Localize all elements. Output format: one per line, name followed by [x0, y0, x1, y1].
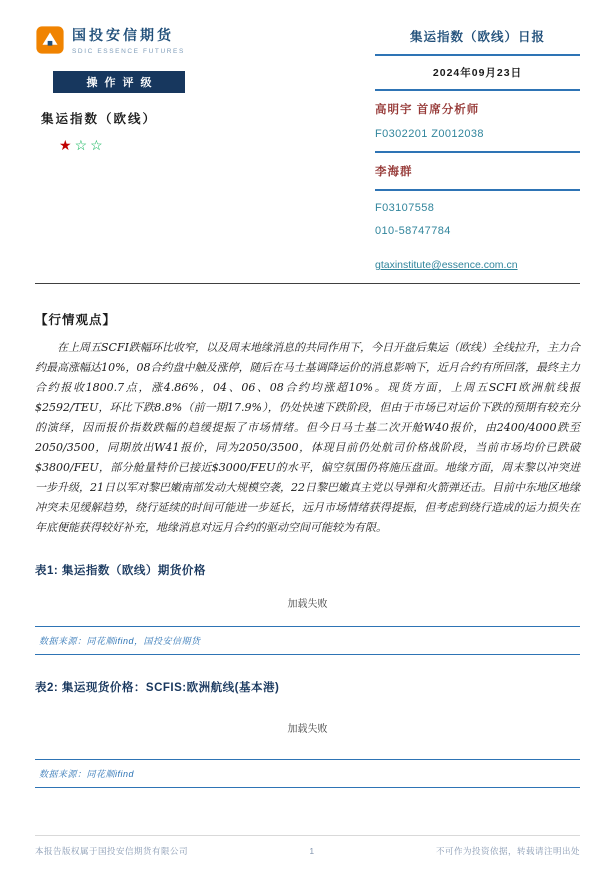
table-1-data-source: 数据来源：同花顺ifind，国投安信期货 — [39, 636, 201, 647]
footer-disclaimer: 不可作为投资依据，转载请注明出处 — [435, 846, 580, 856]
table-1-failed-image-placeholder — [35, 578, 580, 626]
stars-empty-icon: ☆☆ — [74, 137, 106, 153]
market-view-paragraph: 在上周五SCFI跌幅环比收窄，以及周末地缘消息的共同作用下，今日开盘后集运（欧线）全线拉升，主力合约最高涨幅达10%，08合约盘中触及涨停，随后在马士基调降运价的消息影响下，近月合约有所回落，最终主力合约报收1800.7点，涨4.86%，04、06、08合约均涨超10%。现货方面，上周五SCFI欧洲航线报$2592/TEU，环比下跌8.8%（前一期17.9%），仍处快速下跌阶段，但由于市场已对运价下跌的预期有较充分的演绎，因而报价指数跌幅的趋缓提振了市场情绪。但今日马士基二次开舱W40报价，由2400/4000跌至2050/3500，同期放出W41报价，同为2050/3500，体现目前仍处航司价格战阶段，当前市场均价已跌破$3800/FEU，部分舱量特价已接近$3000/FEU的水平，偏空氛围仍将施压盘面。地缘方面，周末黎以冲突进一步升级，21日以军对黎巴嫩南部发动大规模空袭，22日黎巴嫩真主党以导弹和火箭弹还击。目前中东地区地缘冲突未见缓解趋势，绕行延续的时间可能进一步延长，远月市场情绪获得提振，但考虑到绕行造成的运力损失在年底便能获得较好补充，地缘消息对远月合约的驱动空间可能较为有限。 — [35, 341, 580, 535]
footer-page-number: 1 — [309, 846, 315, 856]
section-title-market-view: 【行情观点】 — [35, 313, 117, 327]
table-1-title: 表1: 集运指数（欧线）期货价格 — [35, 565, 206, 578]
report-body — [35, 310, 580, 788]
table-2-title: 表2: 集运现货价格：SCFIS:欧洲航线(基本港) — [35, 682, 280, 695]
rating-label: 操作评级 — [53, 71, 185, 93]
divider — [35, 654, 580, 655]
company-logo — [35, 25, 335, 55]
table-block-1 — [35, 562, 580, 655]
analyst-codes: F0302201 Z0012038 — [375, 128, 484, 140]
company-logo-text — [72, 25, 185, 55]
table-block-2 — [35, 679, 580, 788]
table-2-failed-image-placeholder — [35, 695, 580, 759]
header-left-column — [35, 25, 335, 154]
table-2-placeholder-text: 加载失败 — [287, 723, 328, 735]
star-filled-icon: ★ — [59, 137, 75, 153]
header-right-column — [375, 25, 580, 273]
contact-phone: 010-58747784 — [375, 225, 451, 237]
header-separator — [35, 283, 580, 284]
divider — [375, 54, 580, 56]
table-2-data-source: 数据来源：同花顺ifind — [39, 769, 135, 780]
report-date: 2024年09月23日 — [432, 67, 523, 79]
table-1-placeholder-text: 加载失败 — [287, 598, 328, 610]
analyst-name: 高明宇 首席分析师 — [375, 104, 480, 116]
report-header — [35, 25, 580, 273]
divider — [35, 787, 580, 788]
page-footer — [35, 835, 580, 857]
product-name: 集运指数（欧线） — [41, 112, 158, 126]
analyst-codes: F03107558 — [375, 202, 435, 214]
company-name-en: SDIC ESSENCE FUTURES — [72, 48, 185, 55]
rating-stars — [59, 137, 335, 154]
company-logo-icon — [35, 25, 65, 55]
divider — [375, 89, 580, 91]
divider — [375, 189, 580, 191]
footer-copyright: 本报告版权属于国投安信期货有限公司 — [35, 846, 189, 856]
company-name-cn: 国投安信期货 — [72, 27, 174, 43]
report-title: 集运指数（欧线）日报 — [409, 30, 545, 44]
contact-email-link[interactable]: gtaxinstitute@essence.com.cn — [375, 259, 518, 271]
divider — [375, 151, 580, 153]
analyst-name: 李海群 — [375, 166, 413, 178]
